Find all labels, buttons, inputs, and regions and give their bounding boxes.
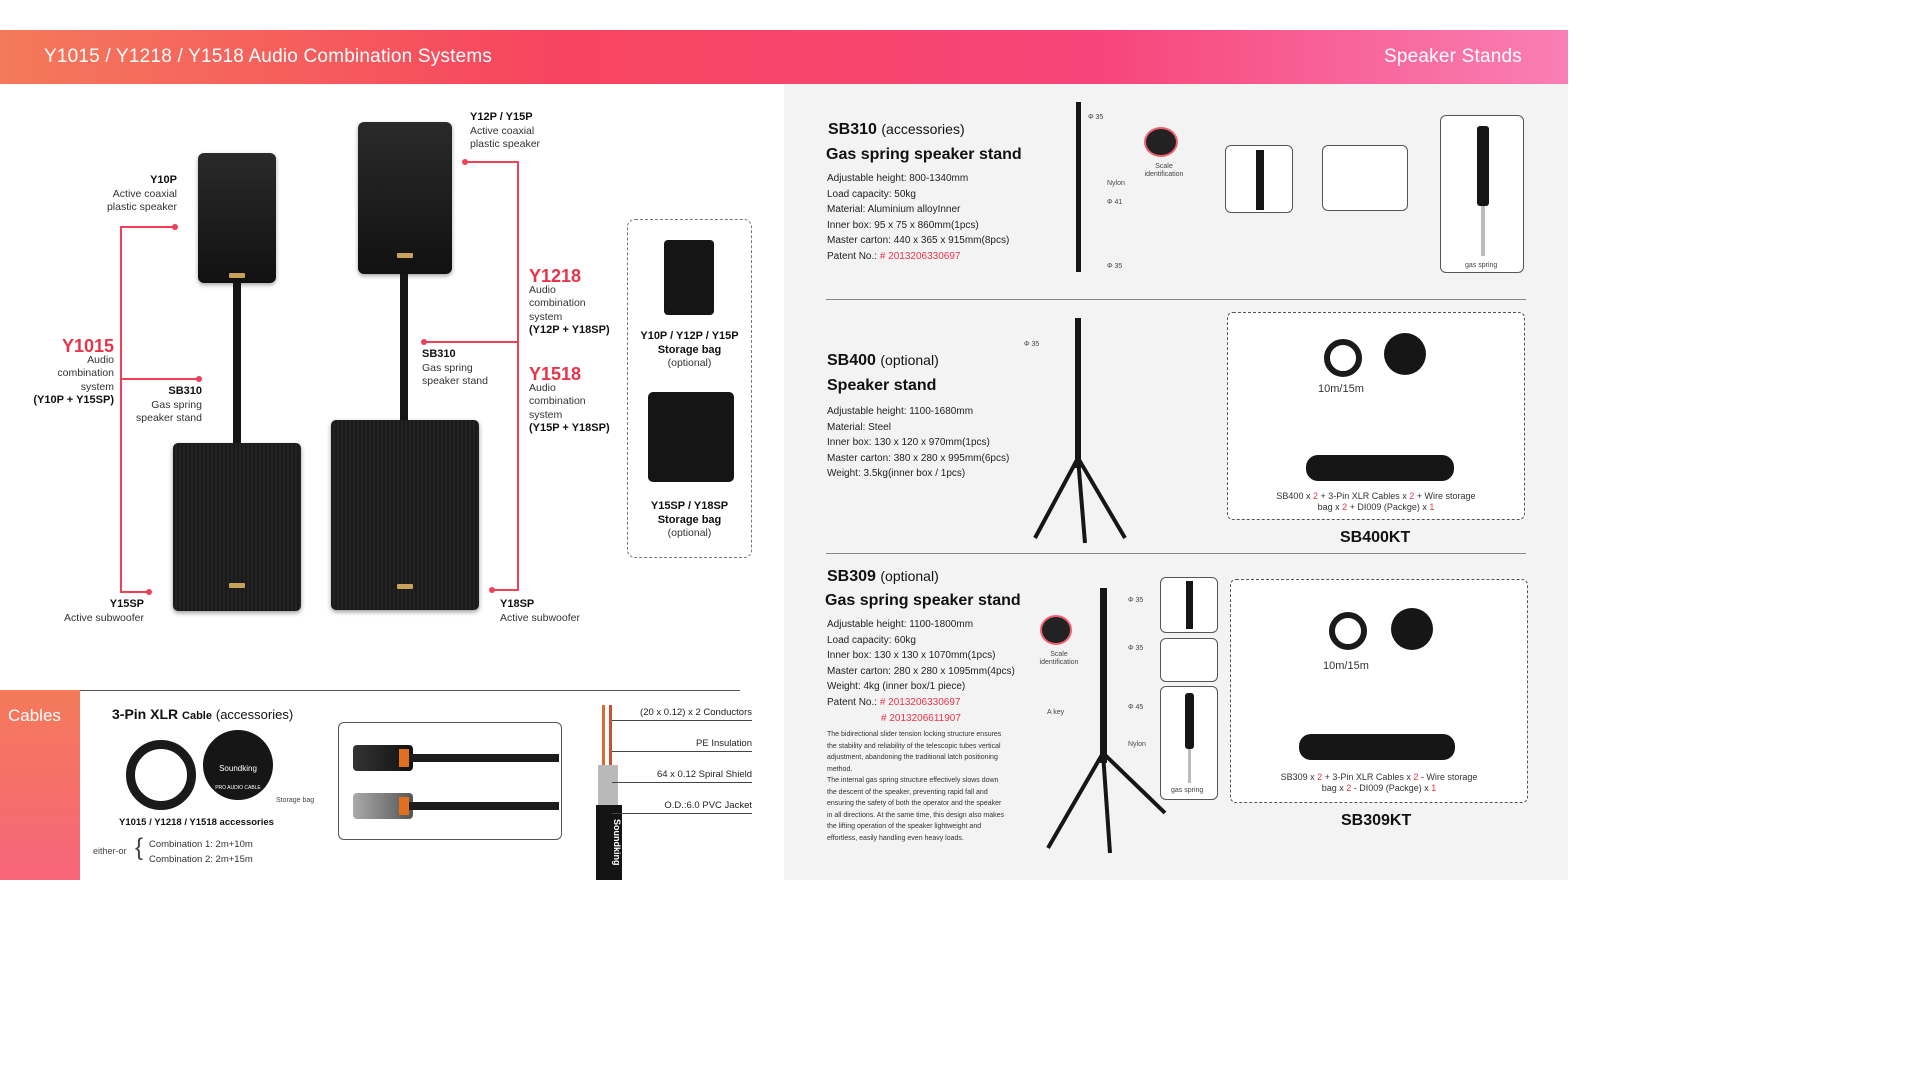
sb310-stand-image	[1076, 102, 1081, 272]
coiled-cable-image	[1329, 612, 1367, 650]
sb400-name: Speaker stand	[827, 377, 937, 394]
y15sp-label: Y15SP Active subwoofer	[64, 598, 144, 624]
header-banner	[0, 30, 1568, 84]
y10p-speaker-image	[198, 153, 276, 283]
sb310-label: SB310 Gas spring speaker stand	[136, 385, 202, 424]
sb309-name: Gas spring speaker stand	[825, 592, 1021, 609]
sb309kt-label: SB309KT	[1341, 812, 1412, 829]
combinations: Combination 1: 2m+10m Combination 2: 2m+15m	[149, 839, 253, 865]
sb310-detail-2	[1322, 145, 1408, 211]
bag-image	[664, 240, 714, 315]
storage-bag-image	[1306, 455, 1454, 481]
y1015-label: Y1015 Audio combination system (Y10P + Y15SP)	[33, 336, 114, 406]
either-or-label: either-or	[93, 846, 127, 856]
sb400-stand-image	[1030, 318, 1130, 548]
coiled-cable-image	[1324, 339, 1362, 377]
scale-detail-circle	[1040, 615, 1072, 645]
sb310-detail-1	[1225, 145, 1293, 213]
y1518-label: Y1518 Audio combination system (Y15P + Y18SP)	[529, 364, 610, 434]
sb400kt-box: 10m/15m SB400 x 2 + 3-Pin XLR Cables x 2 + Wire storage bag x 2 + DI009 (Packge) x 1	[1227, 312, 1525, 520]
cables-tab-label: Cables	[8, 706, 61, 725]
sb309-detail-1	[1160, 577, 1218, 633]
cable-brand-label: Soundking	[596, 805, 622, 880]
sb309kt-contents: SB309 x 2 + 3-Pin XLR Cables x 2 - Wire storage bag x 2 - DI009 (Packge) x 1	[1280, 772, 1478, 793]
sb309-specs: Adjustable height: 1100-1800mm Load capacity: 60kg Inner box: 130 x 130 x 1070mm(1pcs) Master carton: 280 x 280 x 1095mm(4pcs) Weight: 4kg (inner box/1 piece) Patent No.: # 2013206330697 # 2013206611907	[827, 619, 1015, 724]
sb400-title: SB400 (optional)	[827, 352, 939, 369]
sb400-dim: Φ 35	[1024, 341, 1040, 348]
cables-title: 3-Pin XLR Cable (accessories)	[112, 706, 294, 722]
sb309-title: SB309 (optional)	[827, 568, 939, 585]
cable-bag-image	[1384, 333, 1426, 375]
cable-bag-image: Soundking PRO AUDIO CABLE	[203, 730, 273, 800]
scale-label: Scale identification	[1144, 163, 1184, 178]
sb400kt-label: SB400KT	[1340, 529, 1411, 546]
stand-pole	[233, 283, 241, 443]
sb400kt-contents: SB400 x 2 + 3-Pin XLR Cables x 2 + Wire storage bag x 2 + DI009 (Packge) x 1	[1276, 491, 1476, 512]
cable-specs: (20 x 0.12) x 2 Conductors PE Insulation 64 x 0.12 Spiral Shield O.D.:6.0 PVC Jacket	[612, 706, 752, 814]
sb310-name: Gas spring speaker stand	[826, 146, 1022, 163]
xlr-connector-image	[338, 722, 562, 840]
cables-tab	[0, 690, 80, 880]
accessories-label: Y1015 / Y1218 / Y1518 accessories	[119, 817, 274, 828]
sb310-specs: Adjustable height: 800-1340mm Load capacity: 50kg Material: Aluminium alloyInner Inner box: 95 x 75 x 860mm(1pcs) Master carton: 440 x 365 x 915mm(8pcs) Patent No.: # 2013206330697	[827, 173, 1010, 262]
y18sp-subwoofer-image	[331, 420, 479, 610]
bag2-label: Y15SP / Y18SP Storage bag (optional)	[650, 500, 729, 539]
section-title: Speaker Stands	[1384, 46, 1522, 67]
storage-bag-image	[1299, 734, 1455, 760]
bag1-label: Y10P / Y12P / Y15P Storage bag (optional)	[640, 330, 739, 369]
sb400-specs: Adjustable height: 1100-1680mm Material: Steel Inner box: 130 x 120 x 970mm(1pcs) Master carton: 380 x 280 x 995mm(6pcs) Weight: 3.5kg(inner box / 1pcs)	[827, 406, 1010, 480]
sb309kt-box: 10m/15m SB309 x 2 + 3-Pin XLR Cables x 2 - Wire storage bag x 2 - DI009 (Packge) x 1	[1230, 579, 1528, 803]
storage-bags-box	[627, 219, 752, 558]
coiled-cable-image	[126, 740, 196, 810]
sb309-gas-spring: gas spring	[1160, 686, 1218, 800]
scale-detail-circle	[1144, 127, 1178, 157]
y15sp-subwoofer-image	[173, 443, 301, 611]
y10p-label: Y10P Active coaxial plastic speaker	[106, 174, 177, 213]
sb309-detail-2	[1160, 638, 1218, 682]
y12p-label: Y12P / Y15P Active coaxial plastic speaker	[470, 111, 541, 150]
y18sp-label: Y18SP Active subwoofer	[500, 598, 580, 624]
sb309-description: The bidirectional slider tension locking structure ensures the stability and reliability of the telescopic tubes vertical adjustment, abandoning the traditional latch positioning method. The internal gas spring structure effectively slows down the descent of the speaker, preventing rapid fall and ensuring the safety of both the operator and the speaker in all directions. At the same time, this design also makes the lifting operation of the speaker lightweight and effortless, easily handling even heavy loads.	[827, 731, 1005, 842]
page-title: Y1015 / Y1218 / Y1518 Audio Combination Systems	[44, 46, 493, 67]
sb310-title: SB310 (accessories)	[828, 121, 965, 138]
sb310-gas-spring: gas spring	[1440, 115, 1524, 273]
bag-image	[648, 392, 734, 482]
sb310-label-2: SB310 Gas spring speaker stand	[422, 348, 488, 387]
y1218-label: Y1218 Audio combination system (Y12P + Y18SP)	[529, 266, 610, 336]
cable-bag-image	[1391, 608, 1433, 650]
stand-pole	[400, 274, 408, 420]
storage-bag-label: Storage bag	[276, 797, 315, 804]
y12p-speaker-image	[358, 122, 452, 274]
sb310-dims: Φ 35	[1088, 114, 1104, 121]
